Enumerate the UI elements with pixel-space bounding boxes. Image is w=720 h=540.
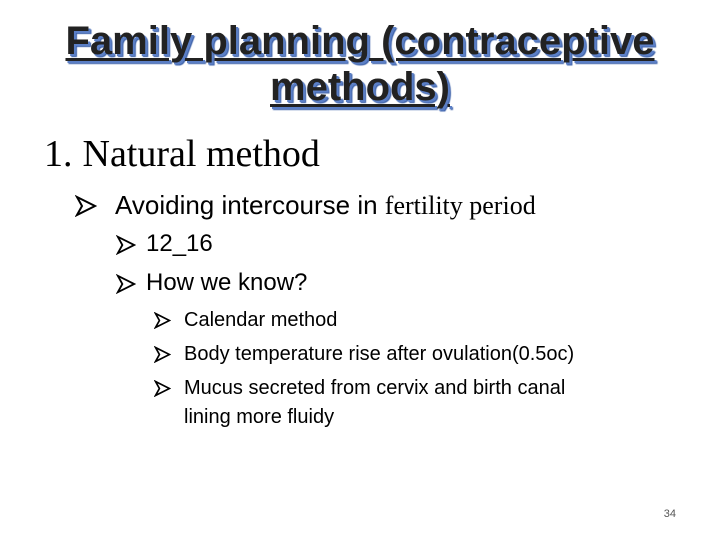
slide-title-line-2: methods) — [270, 65, 450, 109]
arrowhead-bullet-icon — [75, 195, 97, 217]
arrowhead-bullet-icon — [116, 274, 136, 294]
arrowhead-bullet-icon — [116, 235, 136, 255]
section-label: Natural method — [82, 133, 320, 175]
bullet-level1-text-a: Avoiding intercourse in — [115, 190, 385, 220]
slide-title-line-1: Family planning (contraceptive — [65, 19, 655, 63]
section-number: 1. — [44, 133, 73, 175]
bullet-level1-text — [115, 188, 536, 223]
bullet-level2-text: 12_16 — [146, 230, 213, 257]
bullet-level3-text: Mucus secreted from cervix and birth canal — [184, 377, 566, 399]
arrowhead-bullet-icon — [154, 380, 171, 397]
bullet-level3-continuation: lining more fluidy — [184, 406, 335, 428]
bullet-level3-text: Body temperature rise after ovulation(0.5oc) — [184, 343, 575, 365]
bullet-level1-text-b: fertility period — [384, 191, 536, 220]
bullet-level2-text: How we know? — [146, 269, 308, 296]
arrowhead-bullet-icon — [154, 312, 171, 329]
slide-title — [0, 18, 720, 110]
section-heading — [44, 132, 320, 176]
page-number: 34 — [663, 508, 676, 520]
arrowhead-bullet-icon — [154, 346, 171, 363]
bullet-level3-text: Calendar method — [184, 309, 338, 331]
